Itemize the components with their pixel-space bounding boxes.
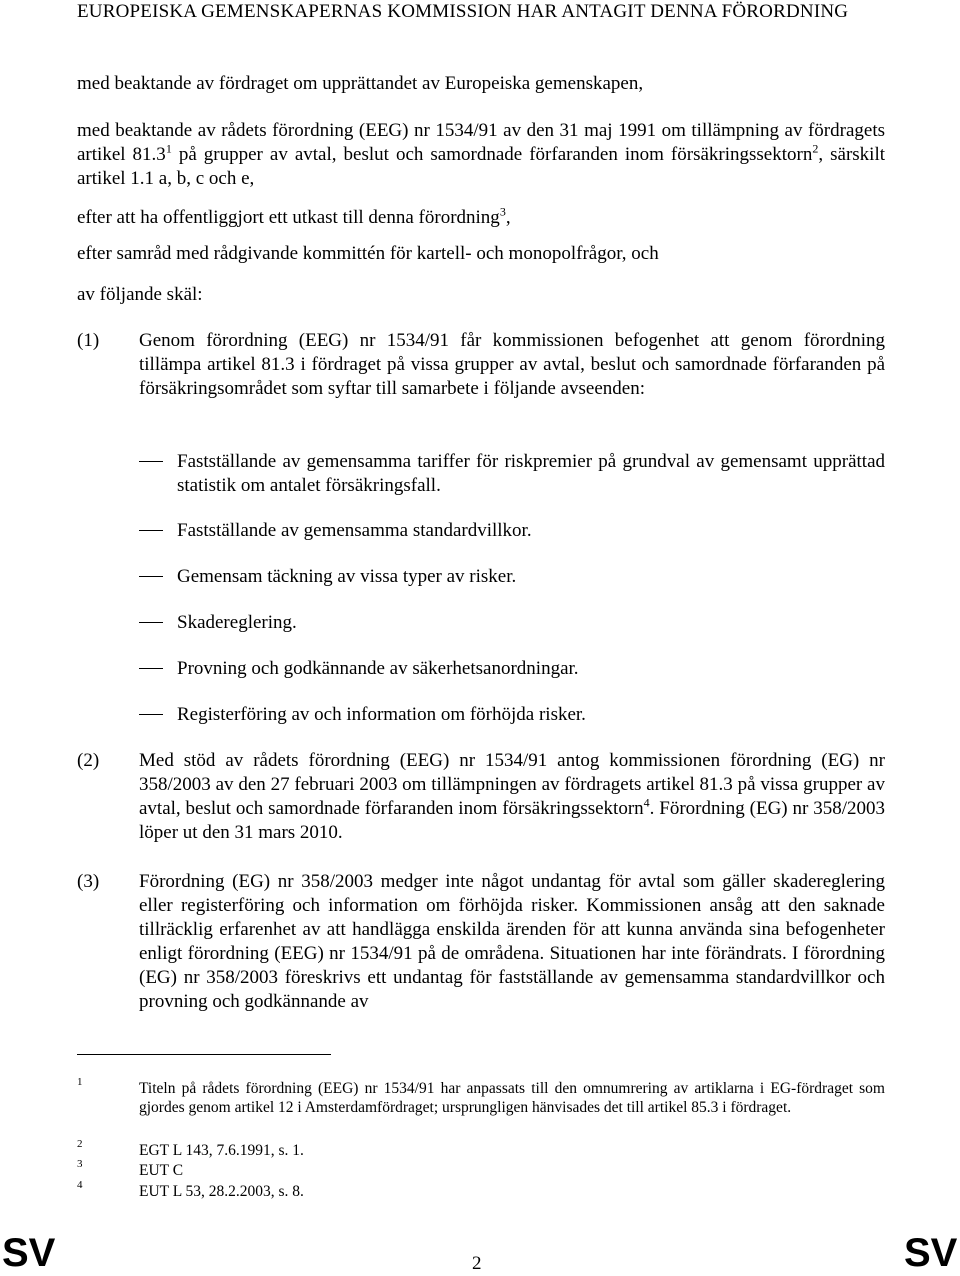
footnote-number: 4 <box>77 1179 83 1191</box>
dash-bullet <box>139 530 163 531</box>
recital-2-text <box>139 749 885 845</box>
footnote-number: 3 <box>77 1158 83 1170</box>
reasons-intro: av följande skäl: <box>77 284 203 305</box>
page-number: 2 <box>472 1253 482 1274</box>
recital-2-number: (2) <box>77 750 100 771</box>
dash-bullet <box>139 461 163 462</box>
list-item-text: Provning och godkännande av säkerhetsanordningar. <box>177 658 579 679</box>
citation-council-regulation-text-2: på grupper av avtal, beslut och samordnade förfaranden inom försäkringssektorn <box>171 144 813 165</box>
footer-language-right: SV <box>904 1231 958 1275</box>
citation-draft-end: , <box>505 207 511 228</box>
footnote-ref-1[interactable]: 1 <box>165 141 172 156</box>
citation-draft-text: efter att ha offentliggjort ett utkast till denna förordning <box>77 207 500 228</box>
dash-bullet <box>139 668 163 669</box>
recital-3-number: (3) <box>77 871 100 892</box>
recital-1-number: (1) <box>77 330 100 351</box>
dash-bullet <box>139 714 163 715</box>
footnote-text: EGT L 143, 7.6.1991, s. 1. <box>139 1142 304 1159</box>
citation-council-regulation <box>77 119 885 191</box>
list-item-text: Registerföring av och information om förhöjda risker. <box>177 704 586 725</box>
recital-2-text-b: . Förordning (EG) nr 358/2003 löper ut den 31 mars 2010. <box>139 798 885 843</box>
citation-consult: efter samråd med rådgivande kommittén för kartell- och monopolfrågor, och <box>77 243 659 264</box>
footnote-ref-2[interactable]: 2 <box>812 141 819 156</box>
citation-draft <box>77 206 885 230</box>
page-heading: EUROPEISKA GEMENSKAPERNAS KOMMISSION HAR ANTAGIT DENNA FÖRORDNING <box>77 1 849 22</box>
footnote-text: EUT C <box>139 1162 184 1179</box>
dash-bullet <box>139 622 163 623</box>
list-item-text: Fastställande av gemensamma tariffer för riskpremier på grundval av gemensamt upprättad statistik om antalet försäkringsfall. <box>177 451 885 496</box>
citation-council-regulation-text: med beaktande av rådets förordning (EEG) nr 1534/91 av den 31 maj 1991 om tillämpning av fördragets artikel 81.3 <box>77 120 885 165</box>
footnote-text: EUT L 53, 28.2.2003, s. 8. <box>139 1183 304 1200</box>
footnote-number: 2 <box>77 1138 83 1150</box>
list-item-text: Gemensam täckning av vissa typer av risker. <box>177 566 517 587</box>
recital-3-text: Förordning (EG) nr 358/2003 medger inte något undantag för avtal som gäller skadereglering eller registerföring och information om förhöjda risker. Kommissionen ansåg att den saknade tillräcklig erfarenhet av att handlägga enskilda ärenden för att kunna använda sina befogenheter enligt förordning (EEG) nr 1534/91 på de områdena. Situationen har inte förändrats. I förordning (EG) nr 358/2003 föreskrivs ett undantag för fastställande av gemensamma standardvillkor och provning och godkännande av <box>139 871 885 1012</box>
footnote-text: Titeln på rådets förordning (EEG) nr 1534/91 har anpassats till den omnumrering av artiklarna i EG-fördraget som gjordes genom artikel 12 i Amsterdamfördraget; ursprungligen hänvisades det till artikel 85.3 i fördraget. <box>139 1080 885 1116</box>
footer-language-left: SV <box>2 1231 56 1275</box>
citation-council-regulation-text-3: , särskilt artikel 1.1 a, b, c och e, <box>77 144 886 189</box>
list-item-text: Skadereglering. <box>177 612 297 633</box>
dash-bullet <box>139 576 163 577</box>
citation-treaty: med beaktande av fördraget om upprättandet av Europeiska gemenskapen, <box>77 73 644 94</box>
recital-1-text: Genom förordning (EEG) nr 1534/91 får kommissionen befogenhet att genom förordning tillämpa artikel 81.3 i fördraget på vissa grupper av avtal, beslut och samordnade förfaranden på försäkringsområdet som syftar till samarbete i följande avseenden: <box>139 330 885 399</box>
footnote-separator <box>77 1054 331 1055</box>
footnote-ref-4[interactable]: 4 <box>643 795 650 810</box>
footnote-ref-3[interactable]: 3 <box>499 204 506 219</box>
recital-2-text-a: Med stöd av rådets förordning (EEG) nr 1534/91 antog kommissionen förordning (EG) nr 358/2003 av den 27 februari 2003 om tillämpningen av fördragets artikel 81.3 på vissa grupper av avtal, beslut och samordnade förfaranden inom försäkringssektorn <box>139 750 885 819</box>
list-item-text: Fastställande av gemensamma standardvillkor. <box>177 520 532 541</box>
footnote-number: 1 <box>77 1076 83 1088</box>
